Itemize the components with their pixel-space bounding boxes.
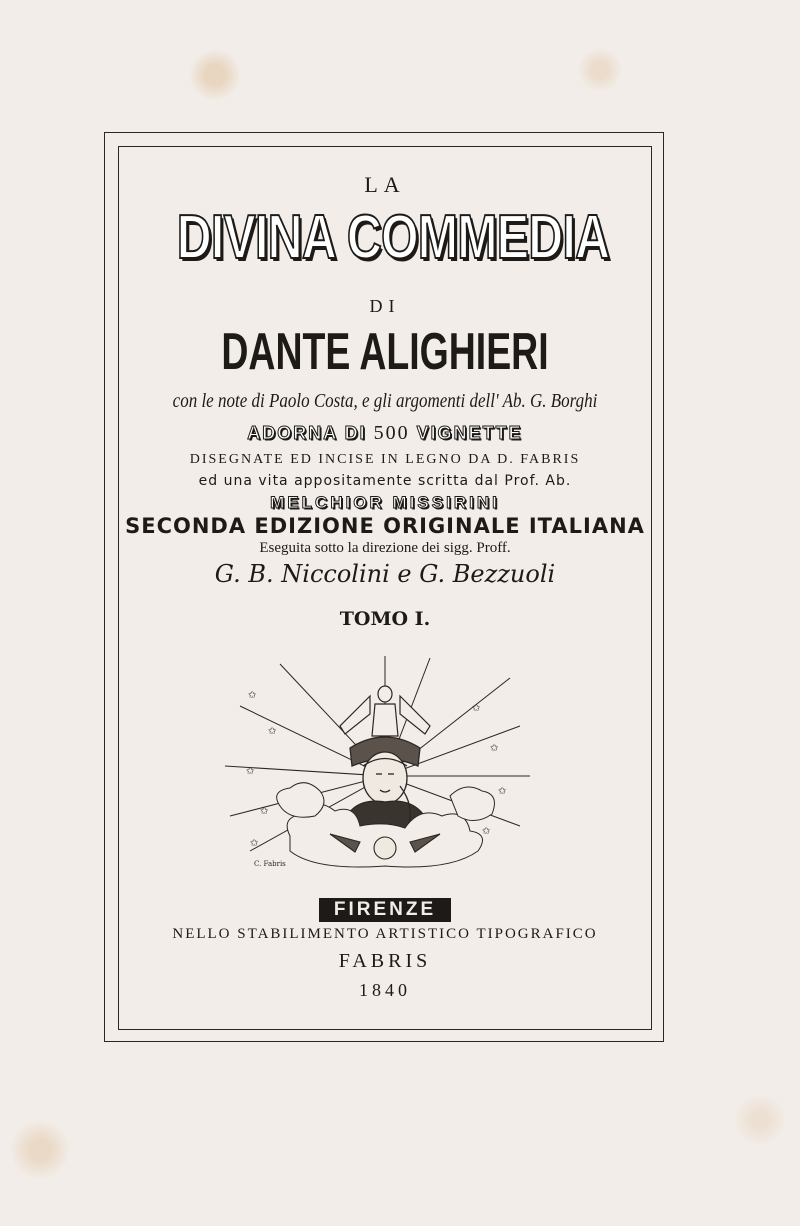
title-di: DI [369,296,401,316]
adorna-suffix: VIGNETTE [416,423,523,443]
svg-text:✩: ✩ [268,726,277,737]
publisher-line: NELLO STABILIMENTO ARTISTICO TIPOGRAFICO [172,926,598,942]
svg-text:✩: ✩ [260,806,269,817]
volume-label: TOMO I. [339,608,431,630]
edition-line: SECONDA EDIZIONE ORIGINALE ITALIANA [125,514,645,538]
svg-text:✩: ✩ [498,786,507,797]
direction-line: Eseguita sotto la direzione dei sigg. Proff. [259,540,511,556]
vita-line: ed una vita appositamente scritta dal Prof. Ab. [198,473,572,489]
svg-text:✩: ✩ [482,826,491,837]
author-name: DANTE ALIGHIERI [221,323,549,381]
title-article: LA [364,172,406,197]
title-page [118,146,652,1030]
svg-text:✩: ✩ [248,690,257,701]
svg-text:C. Fabris: C. Fabris [254,860,286,868]
svg-text:✩: ✩ [472,703,481,714]
vignettes-line [118,422,652,445]
biographer-name: MELCHIOR MISSIRINI [270,493,500,512]
publisher-name: FABRIS [338,950,432,972]
svg-text:✩: ✩ [490,743,499,754]
notes-line: con le note di Paolo Costa, e gli argomenti dell' Ab. G. Borghi [172,390,598,412]
publication-year: 1840 [359,980,411,1000]
city-banner [118,898,652,922]
vignette-count: 500 [373,422,410,444]
adorna-prefix: ADORNA DI [247,423,367,443]
city-name: FIRENZE [319,898,451,922]
editors-signature: G. B. Niccolini e G. Bezzuoli [214,560,556,588]
svg-text:✩: ✩ [246,766,255,777]
vignette-illustration [220,656,550,891]
main-title: DIVINA COMMEDIA [176,203,610,272]
svg-text:✩: ✩ [250,838,259,849]
engraver-line: DISEGNATE ED INCISE IN LEGNO DA D. FABRIS [189,452,581,467]
dante-vignette-icon [220,656,550,891]
